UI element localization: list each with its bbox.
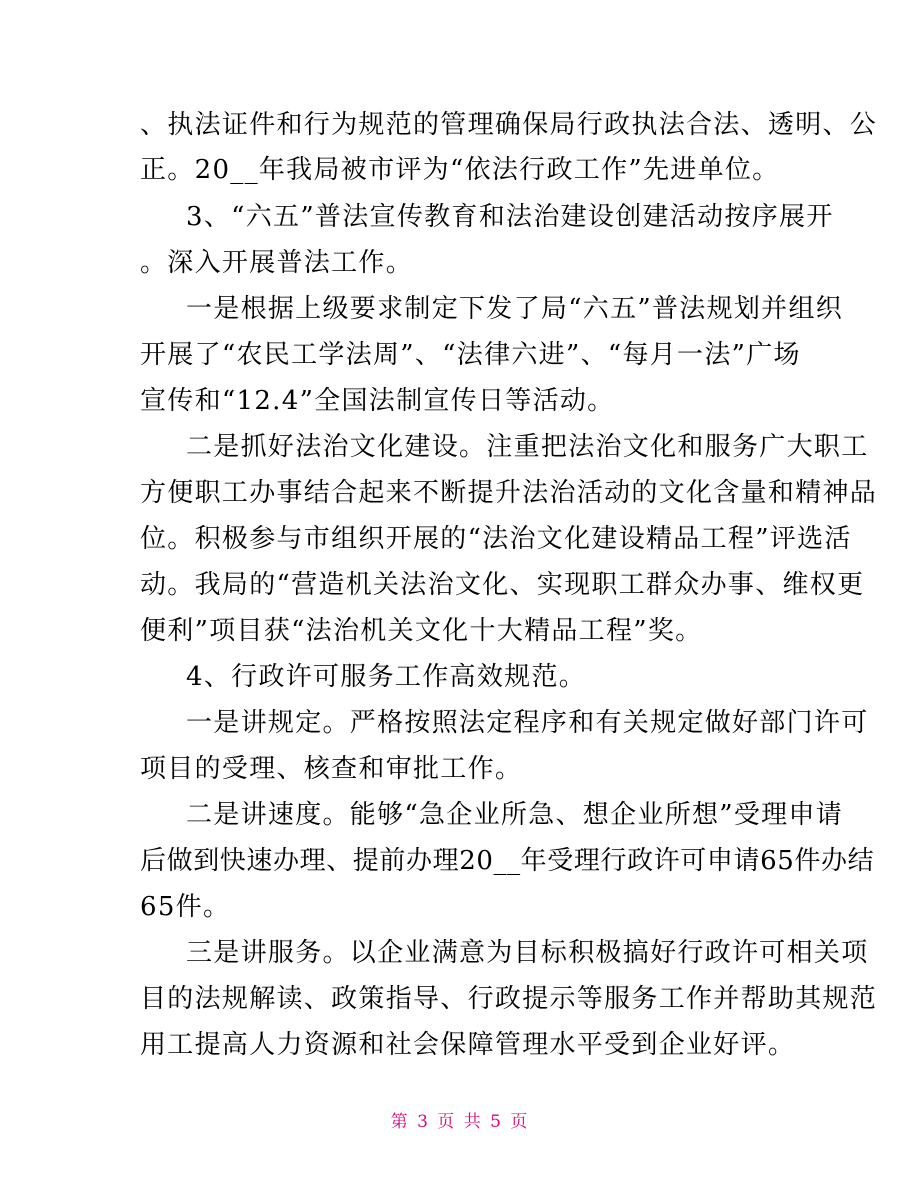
text-line: 。深入开展普法工作。	[140, 248, 414, 278]
text-line: 便利”项目获“法治机关文化十大精品工程”奖。	[140, 616, 703, 646]
text-line: 后做到快速办理、提前办理20__年受理行政许可申请65件办结	[140, 846, 875, 876]
text-line: 目的法规解读、政策指导、行政提示等服务工作并帮助其规范	[140, 984, 878, 1014]
section-heading: 3、“六五”普法宣传教育和法治建设创建活动按序展开	[186, 202, 834, 232]
page-number-footer: 第 3 页 共 5 页	[390, 1112, 530, 1132]
text-line: 动。我局的“营造机关法治文化、实现职工群众办事、维权更	[140, 570, 865, 600]
text-line: 、执法证件和行为规范的管理确保局行政执法合法、透明、公	[140, 110, 878, 140]
text-line: 正。20__年我局被市评为“依法行政工作”先进单位。	[140, 155, 780, 185]
text-line: 开展了“农民工学法周”、“法律六进”、“每月一法”广场	[140, 340, 801, 370]
text-line: 一是讲规定。严格按照法定程序和有关规定做好部门许可	[186, 708, 869, 738]
section-heading: 4、行政许可服务工作高效规范。	[186, 662, 587, 692]
text-line: 宣传和“12.4”全国法制宣传日等活动。	[140, 386, 615, 416]
text-line: 二是抓好法治文化建设。注重把法治文化和服务广大职工	[186, 432, 869, 462]
text-line: 项目的受理、核查和审批工作。	[140, 754, 523, 784]
text-line: 位。积极参与市组织开展的“法治文化建设精品工程”评选活	[140, 524, 852, 554]
text-line: 三是讲服务。以企业满意为目标积极搞好行政许可相关项	[186, 938, 869, 968]
text-line: 二是讲速度。能够“急企业所急、想企业所想”受理申请	[186, 800, 844, 830]
text-line: 65件。	[140, 892, 231, 922]
text-line: 方便职工办事结合起来不断提升法治活动的文化含量和精神品	[140, 478, 878, 508]
text-line: 用工提高人力资源和社会保障管理水平受到企业好评。	[140, 1030, 796, 1060]
text-line: 一是根据上级要求制定下发了局“六五”普法规划并组织	[186, 294, 844, 324]
